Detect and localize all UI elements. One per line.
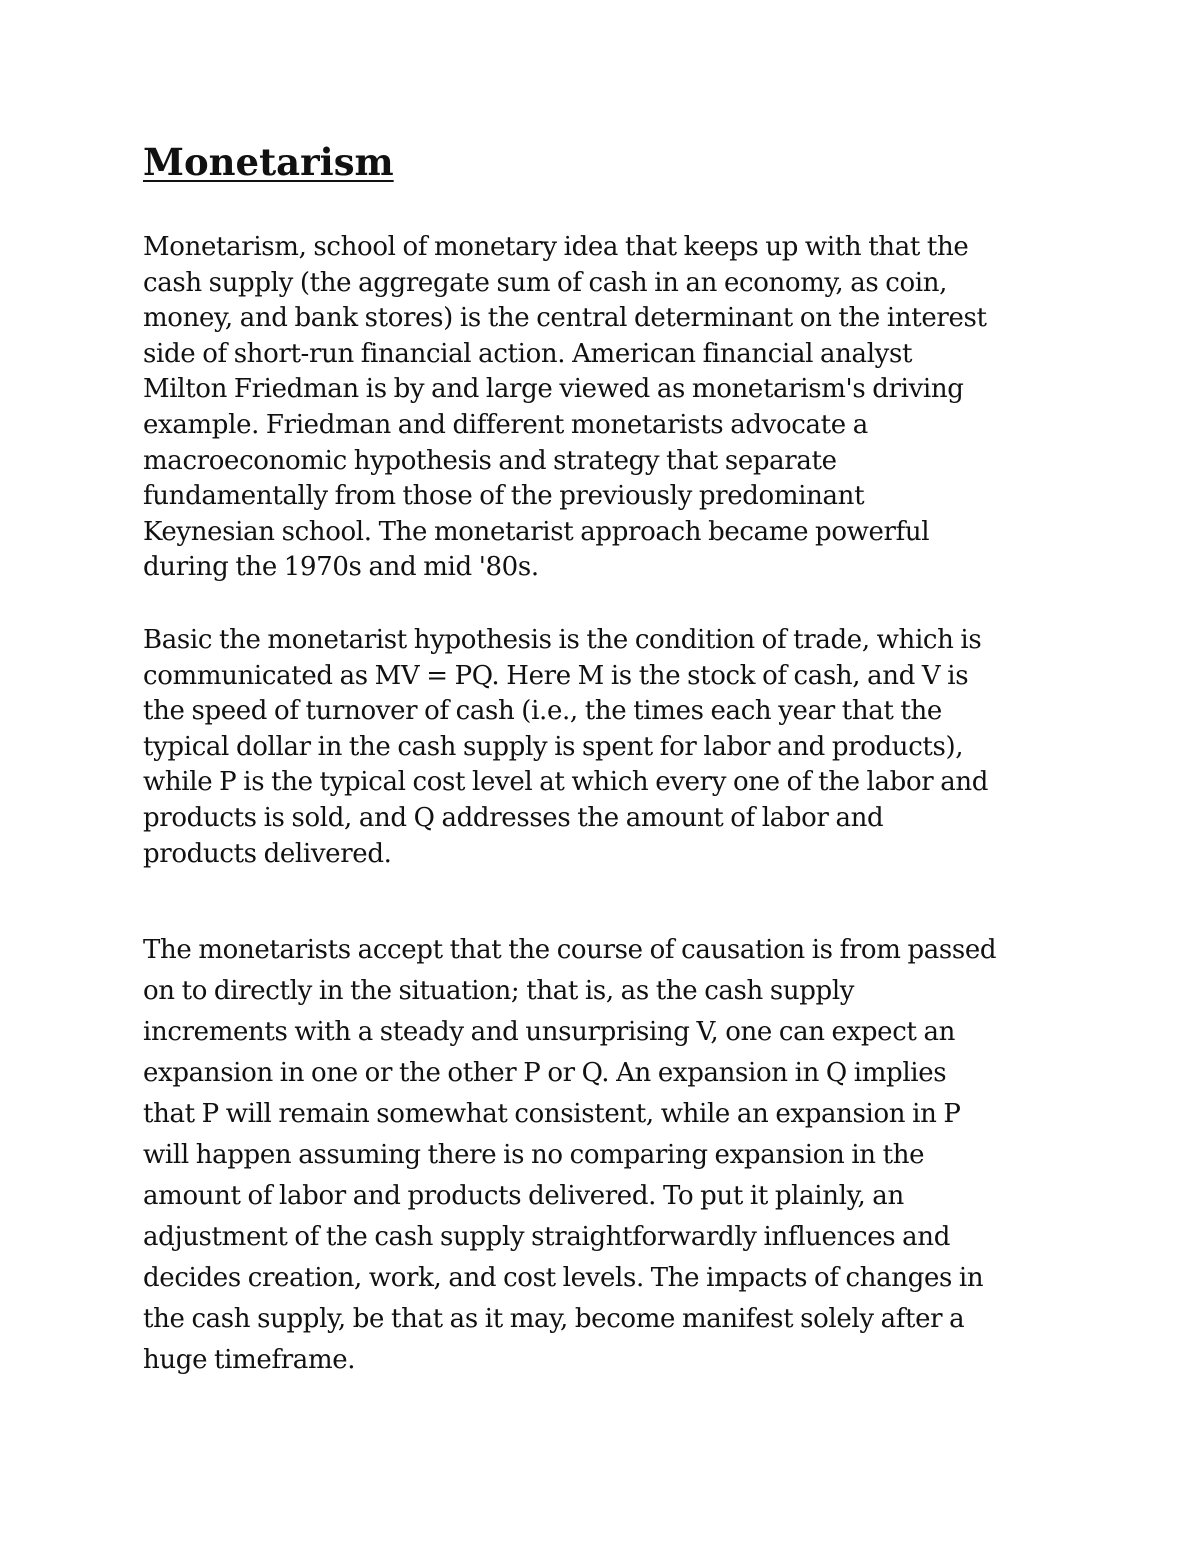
paragraph-line: products is sold, and Q addresses the amount of labor and (143, 802, 884, 833)
paragraph-line: will happen assuming there is no comparing expansion in the (143, 1140, 925, 1170)
paragraph-line: huge timeframe. (143, 1345, 356, 1375)
paragraph-line: increments with a steady and unsurprising V, one can expect an (143, 1017, 955, 1047)
paragraph-line: products delivered. (143, 838, 392, 869)
paragraph-line: decides creation, work, and cost levels. The impacts of changes in (143, 1263, 984, 1293)
paragraph-line: side of short-run financial action. American financial analyst (143, 338, 913, 369)
paragraph-line: while P is the typical cost level at which every one of the labor and (143, 767, 989, 798)
paragraph-line: Monetarism, school of monetary idea that keeps up with that the (143, 232, 969, 262)
paragraph-line: amount of labor and products delivered. To put it plainly, an (143, 1181, 904, 1211)
paragraph-line: adjustment of the cash supply straightforwardly influences and (143, 1222, 950, 1252)
paragraph-line: Basic the monetarist hypothesis is the condition of trade, which is (143, 625, 982, 655)
paragraph-line: that P will remain somewhat consistent, while an expansion in P (143, 1099, 961, 1129)
paragraph-line: during the 1970s and mid '80s. (143, 552, 539, 583)
paragraph-line: expansion in one or the other P or Q. An expansion in Q implies (143, 1058, 947, 1088)
document-title: Monetarism (143, 140, 394, 184)
paragraph-line: example. Friedman and different monetarists advocate a (143, 409, 868, 440)
paragraph-3 (143, 930, 1073, 1381)
paragraph-1 (143, 230, 1073, 586)
paragraph-line: macroeconomic hypothesis and strategy that separate (143, 445, 837, 476)
paragraph-line: cash supply (the aggregate sum of cash in an economy, as coin, (143, 267, 948, 298)
paragraph-line: fundamentally from those of the previously predominant (143, 481, 865, 512)
paragraph-line: typical dollar in the cash supply is spent for labor and products), (143, 731, 964, 762)
paragraph-line: Keynesian school. The monetarist approach became powerful (143, 516, 930, 547)
paragraph-line: on to directly in the situation; that is, as the cash supply (143, 976, 855, 1006)
paragraph-line: communicated as MV = PQ. Here M is the stock of cash, and V is (143, 660, 969, 691)
paragraph-line: the cash supply, be that as it may, become manifest solely after a (143, 1304, 965, 1334)
paragraph-line: the speed of turnover of cash (i.e., the times each year that the (143, 696, 942, 727)
paragraph-2 (143, 623, 1073, 872)
paragraph-line: The monetarists accept that the course of causation is from passed (143, 935, 997, 965)
paragraph-line: money, and bank stores) is the central determinant on the interest (143, 303, 987, 334)
paragraph-line: Milton Friedman is by and large viewed as monetarism's driving (143, 374, 964, 405)
